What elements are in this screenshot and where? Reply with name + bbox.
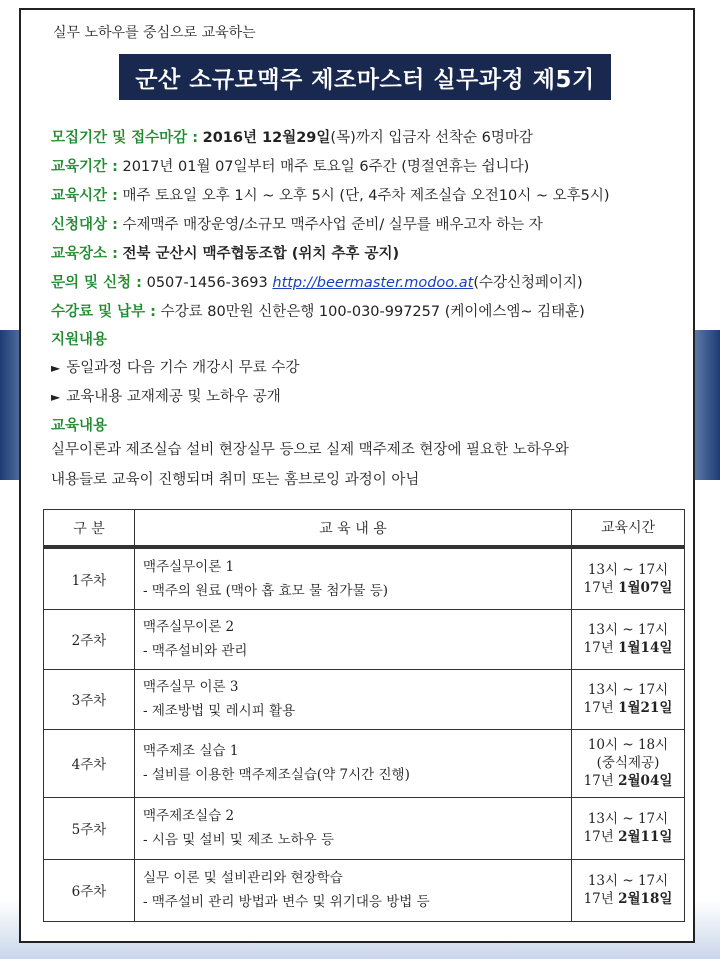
table-row: [44, 609, 685, 669]
table-row: [44, 797, 685, 859]
content-cell: [135, 859, 572, 921]
info-fee: [51, 300, 585, 321]
info-recruit: [51, 126, 533, 147]
session-hours: 13시 ~ 17시: [587, 622, 669, 638]
session-title: 맥주제조 실습 1: [143, 743, 239, 759]
week-cell: 1주차: [44, 547, 135, 609]
info-value: 매주 토요일 오후 1시 ~ 오후 5시 (단, 4주차 제조실습 오전10시 ~ 오후5시): [122, 188, 610, 204]
schedule-table: [43, 509, 685, 922]
info-value: 수제맥주 매장운영/소규모 맥주사업 준비/ 실무를 배우고자 하는 자: [122, 217, 543, 233]
week-cell: 2주차: [44, 609, 135, 669]
content-cell: [135, 609, 572, 669]
session-detail: - 맥주의 원료 (맥아 홉 효모 물 첨가물 등): [143, 582, 389, 599]
week-cell: 4주차: [44, 729, 135, 797]
support-item-text: 교육내용 교재제공 및 노하우 공개: [66, 389, 281, 405]
date-year: 17년: [583, 579, 614, 596]
date-year: 17년: [583, 891, 614, 907]
session-detail: - 제조방법 및 레시피 활용: [143, 703, 296, 719]
session-detail: - 맥주설비와 관리: [143, 643, 248, 659]
content-description: [51, 435, 681, 495]
table-row: [44, 547, 685, 609]
time-cell: [572, 547, 685, 609]
date-day: 1월21일: [618, 700, 673, 716]
date-year: 17년: [583, 773, 614, 789]
week-cell: 3주차: [44, 669, 135, 729]
header-time: 교육시간: [572, 510, 685, 548]
date-day: 2월11일: [618, 829, 673, 845]
session-title: 맥주실무 이론 3: [143, 679, 239, 695]
info-value: 수강료 80만원 신한은행 100-030-997257 (케이에스엠~ 김태훈): [160, 304, 585, 320]
date-day: 2월18일: [618, 891, 673, 907]
subtitle: 실무 노하우를 중심으로 교육하는: [53, 25, 256, 41]
week-cell: 5주차: [44, 797, 135, 859]
session-title: 맥주실무이론 2: [143, 619, 235, 635]
info-value: 전북 군산시 맥주협동조합 (위치 추후 공지): [122, 246, 400, 262]
support-heading: 지원내용: [51, 332, 108, 348]
table-row: [44, 669, 685, 729]
session-date: [572, 772, 684, 790]
link-note: (수강신청페이지): [473, 275, 583, 291]
support-item: [51, 356, 299, 377]
website-link[interactable]: http://beermaster.modoo.at: [272, 275, 474, 291]
info-label: 신청대상 :: [51, 217, 118, 233]
support-item-text: 동일과정 다음 기수 개강시 무료 수강: [66, 360, 300, 376]
deadline-date: 2016년 12월29일: [202, 130, 331, 146]
content-heading: 교육내용: [51, 418, 108, 434]
info-label: 교육기간 :: [51, 159, 118, 175]
info-label: 수강료 및 납부 :: [51, 304, 156, 320]
session-note: (중식제공): [596, 755, 660, 771]
session-hours: 13시 ~ 17시: [587, 811, 669, 827]
support-item: [51, 385, 281, 406]
course-poster: [19, 8, 695, 943]
table-header-row: [44, 510, 685, 548]
info-value: 2017년 01월 07일부터 매주 토요일 6주간 (명절연휴는 쉽니다): [122, 159, 530, 175]
info-label: 교육장소 :: [51, 246, 118, 262]
week-cell: 6주차: [44, 859, 135, 921]
table-row: [44, 729, 685, 797]
content-cell: [135, 547, 572, 609]
page-title: 군산 소규모맥주 제조마스터 실무과정 제5기: [119, 54, 611, 100]
info-label: 교육시간 :: [51, 188, 118, 204]
date-year: 17년: [583, 640, 614, 656]
session-date: [572, 579, 684, 597]
date-day: 1월14일: [618, 640, 673, 656]
header-content: 교 육 내 용: [135, 510, 572, 548]
time-cell: [572, 669, 685, 729]
session-detail: - 시음 및 설비 및 제조 노하우 등: [143, 832, 335, 848]
content-line: 실무이론과 제조실습 설비 현장실무 등으로 실제 맥주제조 현장에 필요한 노하우와: [51, 442, 569, 458]
session-title: 맥주실무이론 1: [143, 558, 235, 575]
session-hours: 13시 ~ 17시: [587, 873, 669, 889]
date-day: 2월04일: [618, 773, 673, 789]
session-hours: 10시 ~ 18시: [587, 737, 669, 753]
session-date: [572, 828, 684, 846]
time-cell: [572, 797, 685, 859]
info-time: [51, 184, 610, 205]
session-date: [572, 699, 684, 717]
info-value: (목)까지 입금자 선착순 6명마감: [330, 130, 533, 146]
time-cell: [572, 859, 685, 921]
info-label: 모집기간 및 접수마감 :: [51, 130, 199, 146]
session-title: 실무 이론 및 설비관리와 현장학습: [143, 870, 343, 886]
session-hours: 13시 ~ 17시: [587, 682, 669, 698]
content-cell: [135, 797, 572, 859]
header-week: 구 분: [44, 510, 135, 548]
info-label: 문의 및 신청 :: [51, 275, 142, 291]
session-detail: - 맥주설비 관리 방법과 변수 및 위기대응 방법 등: [143, 894, 430, 910]
table-row: [44, 859, 685, 921]
content-line: 내용들로 교육이 진행되며 취미 또는 홈브로잉 과정이 아님: [51, 472, 420, 488]
date-year: 17년: [583, 700, 614, 716]
session-detail: - 설비를 이용한 맥주제조실습(약 7시간 진행): [143, 767, 410, 783]
session-hours: 13시 ~ 17시: [587, 561, 669, 578]
date-year: 17년: [583, 829, 614, 845]
info-place: [51, 242, 399, 263]
info-contact: [51, 271, 583, 292]
session-date: [572, 890, 684, 908]
date-day: 1월07일: [618, 579, 673, 596]
info-target: [51, 213, 543, 234]
triangle-bullet-icon: ►: [51, 390, 61, 404]
triangle-bullet-icon: ►: [51, 361, 61, 375]
phone-number: 0507-1456-3693: [146, 275, 268, 291]
content-cell: [135, 669, 572, 729]
content-cell: [135, 729, 572, 797]
session-title: 맥주제조실습 2: [143, 808, 235, 824]
time-cell: [572, 609, 685, 669]
session-date: [572, 639, 684, 657]
time-cell: [572, 729, 685, 797]
info-period: [51, 155, 529, 176]
